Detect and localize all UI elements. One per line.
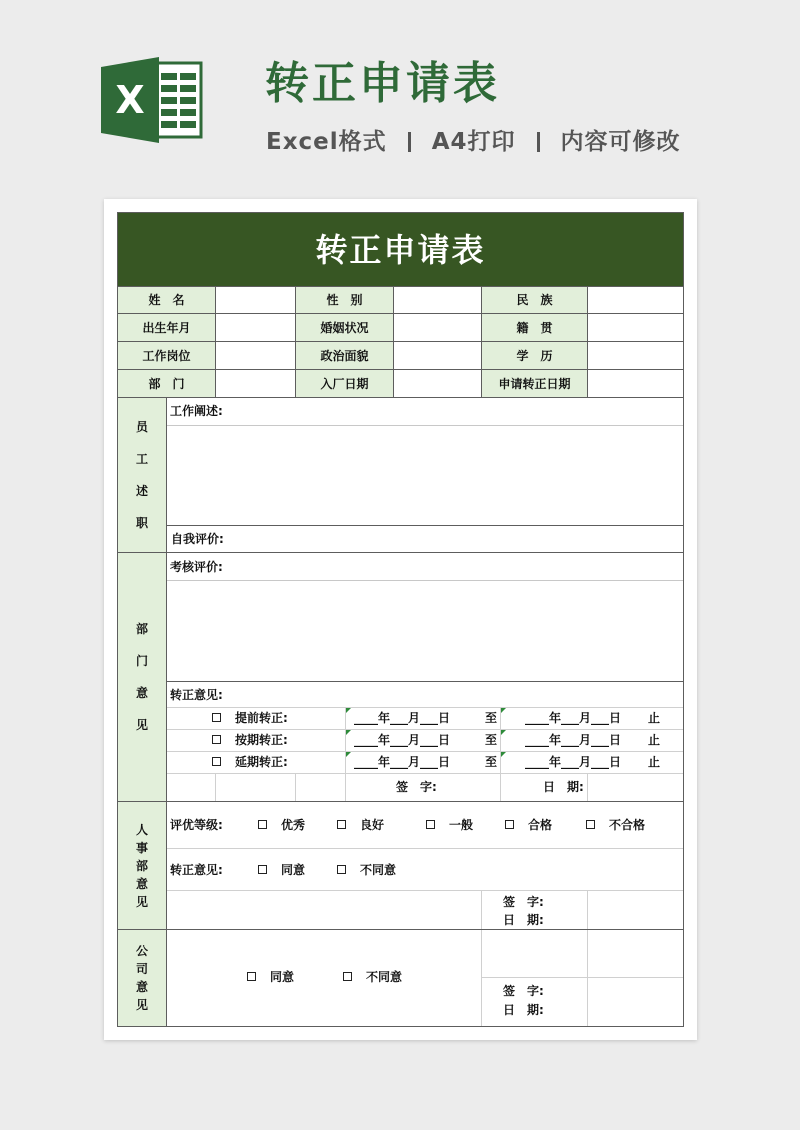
label-entry-date: 入厂日期 xyxy=(295,369,394,398)
section-char: 意 xyxy=(135,876,148,891)
option-label: 一般 xyxy=(449,818,474,832)
hr-date-label: 日 期: xyxy=(503,913,544,927)
label-education: 学 历 xyxy=(481,341,588,370)
to-word: 至 xyxy=(485,733,498,747)
divider xyxy=(167,751,683,752)
subtitle-editable: 内容可修改 xyxy=(560,129,681,155)
divider xyxy=(167,707,683,708)
input-name[interactable] xyxy=(215,286,296,314)
date-from[interactable]: ____年___月___日 xyxy=(354,733,451,747)
checkbox-icon[interactable] xyxy=(212,713,221,722)
divider xyxy=(167,580,683,581)
input-education[interactable] xyxy=(587,341,684,370)
dept-review-label: 考核评价: xyxy=(170,560,223,574)
date-to[interactable]: ____年___月___日 xyxy=(525,711,622,725)
divider xyxy=(167,848,683,849)
cell-marker-icon xyxy=(501,730,506,735)
divider xyxy=(482,977,683,978)
dept-opinion-label: 转正意见: xyxy=(170,688,223,702)
rating-average-option[interactable] xyxy=(426,817,473,833)
divider xyxy=(167,773,683,774)
input-apply-date[interactable] xyxy=(587,369,684,398)
self-evaluation-row[interactable] xyxy=(166,525,684,553)
on-time-confirmation-option[interactable] xyxy=(212,732,288,748)
section-char: 公 xyxy=(135,944,148,958)
hr-agree-option[interactable] xyxy=(258,862,305,878)
rating-label: 评优等级: xyxy=(170,818,223,832)
label-marital-status: 婚姻状况 xyxy=(295,313,394,342)
section-char: 意 xyxy=(135,686,148,700)
subtitle-print: A4打印 xyxy=(431,129,516,155)
label-department: 部 门 xyxy=(117,369,216,398)
date-from[interactable]: ____年___月___日 xyxy=(354,755,451,769)
section-char: 见 xyxy=(135,998,148,1012)
option-label: 良好 xyxy=(360,818,385,832)
checkbox-icon[interactable] xyxy=(505,820,514,829)
company-disagree-option[interactable] xyxy=(343,969,402,985)
dept-date-label: 日 期: xyxy=(543,780,584,794)
subtitle-format: Excel格式 xyxy=(266,129,387,155)
end-word: 止 xyxy=(648,733,661,747)
checkbox-icon[interactable] xyxy=(337,820,346,829)
work-description-area[interactable] xyxy=(166,397,684,526)
label-name: 姓 名 xyxy=(117,286,216,314)
checkbox-icon[interactable] xyxy=(212,757,221,766)
date-from[interactable]: ____年___月___日 xyxy=(354,711,451,725)
hr-disagree-option[interactable] xyxy=(337,862,396,878)
divider xyxy=(481,930,482,1026)
rating-pass-option[interactable] xyxy=(505,817,552,833)
label-gender: 性 别 xyxy=(295,286,394,314)
date-to[interactable]: ____年___月___日 xyxy=(525,755,622,769)
input-birth-month[interactable] xyxy=(215,313,296,342)
checkbox-icon[interactable] xyxy=(247,972,256,981)
option-label: 优秀 xyxy=(281,818,306,832)
option-label: 不合格 xyxy=(609,818,646,832)
label-political-status: 政治面貌 xyxy=(295,341,394,370)
cell-marker-icon xyxy=(346,730,351,735)
label-position: 工作岗位 xyxy=(117,341,216,370)
cell-marker-icon xyxy=(346,708,351,713)
to-word: 至 xyxy=(485,711,498,725)
end-word: 止 xyxy=(648,711,661,725)
company-opinion-area xyxy=(166,929,684,1027)
rating-excellent-option[interactable] xyxy=(258,817,305,833)
section-label-hr xyxy=(117,801,167,930)
delayed-confirmation-option[interactable] xyxy=(212,754,288,770)
checkbox-icon[interactable] xyxy=(212,735,221,744)
option-label: 按期转正: xyxy=(235,733,288,747)
checkbox-icon[interactable] xyxy=(258,820,267,829)
hr-sign-label: 签 字: xyxy=(503,895,544,909)
option-label: 不同意 xyxy=(366,970,403,984)
input-ethnicity[interactable] xyxy=(587,286,684,314)
label-native-place: 籍 贯 xyxy=(481,313,588,342)
input-entry-date[interactable] xyxy=(393,369,482,398)
checkbox-icon[interactable] xyxy=(337,865,346,874)
section-char: 见 xyxy=(135,894,148,909)
checkbox-icon[interactable] xyxy=(343,972,352,981)
rating-fail-option[interactable] xyxy=(586,817,645,833)
date-to[interactable]: ____年___月___日 xyxy=(525,733,622,747)
label-apply-date: 申请转正日期 xyxy=(481,369,588,398)
section-char: 人 xyxy=(135,822,148,837)
input-political-status[interactable] xyxy=(393,341,482,370)
work-description-label: 工作阐述: xyxy=(170,404,223,418)
divider xyxy=(481,891,482,929)
section-label-employee xyxy=(117,397,167,553)
divider xyxy=(295,773,296,801)
dept-sign-label: 签 字: xyxy=(396,780,437,794)
divider xyxy=(167,890,683,891)
to-word: 至 xyxy=(485,755,498,769)
company-sign-label: 签 字: xyxy=(503,984,544,998)
option-label: 合格 xyxy=(528,818,553,832)
checkbox-icon[interactable] xyxy=(258,865,267,874)
self-evaluation-label: 自我评价: xyxy=(171,532,224,546)
excel-icon xyxy=(101,57,203,143)
divider xyxy=(167,425,683,426)
input-position[interactable] xyxy=(215,341,296,370)
excel-icon-letter: X xyxy=(115,78,145,122)
checkbox-icon[interactable] xyxy=(426,820,435,829)
input-native-place[interactable] xyxy=(587,313,684,342)
checkbox-icon[interactable] xyxy=(586,820,595,829)
section-char: 员 xyxy=(135,420,148,434)
section-char: 部 xyxy=(135,622,148,636)
cell-marker-icon xyxy=(501,708,506,713)
section-char: 述 xyxy=(135,484,148,498)
divider xyxy=(587,891,588,929)
page-subtitle xyxy=(266,126,681,158)
section-label-department xyxy=(117,552,167,802)
rating-good-option[interactable] xyxy=(337,817,384,833)
section-char: 事 xyxy=(135,840,148,855)
section-label-company xyxy=(117,929,167,1027)
option-label: 不同意 xyxy=(360,863,397,877)
divider xyxy=(587,930,588,1026)
section-char: 司 xyxy=(135,962,148,976)
section-char: 意 xyxy=(135,980,148,994)
divider xyxy=(587,773,588,801)
company-date-label: 日 期: xyxy=(503,1003,544,1017)
label-birth-month: 出生年月 xyxy=(117,313,216,342)
input-marital-status[interactable] xyxy=(393,313,482,342)
section-char: 部 xyxy=(135,858,148,873)
end-word: 止 xyxy=(648,755,661,769)
input-gender[interactable] xyxy=(393,286,482,314)
section-char: 门 xyxy=(135,654,148,668)
form-title: 转正申请表 xyxy=(117,212,684,287)
section-char: 见 xyxy=(135,718,148,732)
option-label: 提前转正: xyxy=(235,711,288,725)
page-title: 转正申请表 xyxy=(265,58,500,109)
option-label: 同意 xyxy=(281,863,306,877)
divider xyxy=(215,773,216,801)
input-department[interactable] xyxy=(215,369,296,398)
option-label: 同意 xyxy=(270,970,295,984)
dept-review-area[interactable] xyxy=(166,552,684,682)
cell-marker-icon xyxy=(346,752,351,757)
hr-opinion-label: 转正意见: xyxy=(170,863,223,877)
section-char: 职 xyxy=(135,516,148,530)
subtitle-separator xyxy=(537,132,540,152)
label-ethnicity: 民 族 xyxy=(481,286,588,314)
subtitle-separator xyxy=(408,132,411,152)
option-label: 延期转正: xyxy=(235,755,288,769)
early-confirmation-option[interactable] xyxy=(212,710,288,726)
cell-marker-icon xyxy=(501,752,506,757)
company-agree-option[interactable] xyxy=(247,969,294,985)
section-char: 工 xyxy=(135,452,148,466)
divider xyxy=(167,729,683,730)
